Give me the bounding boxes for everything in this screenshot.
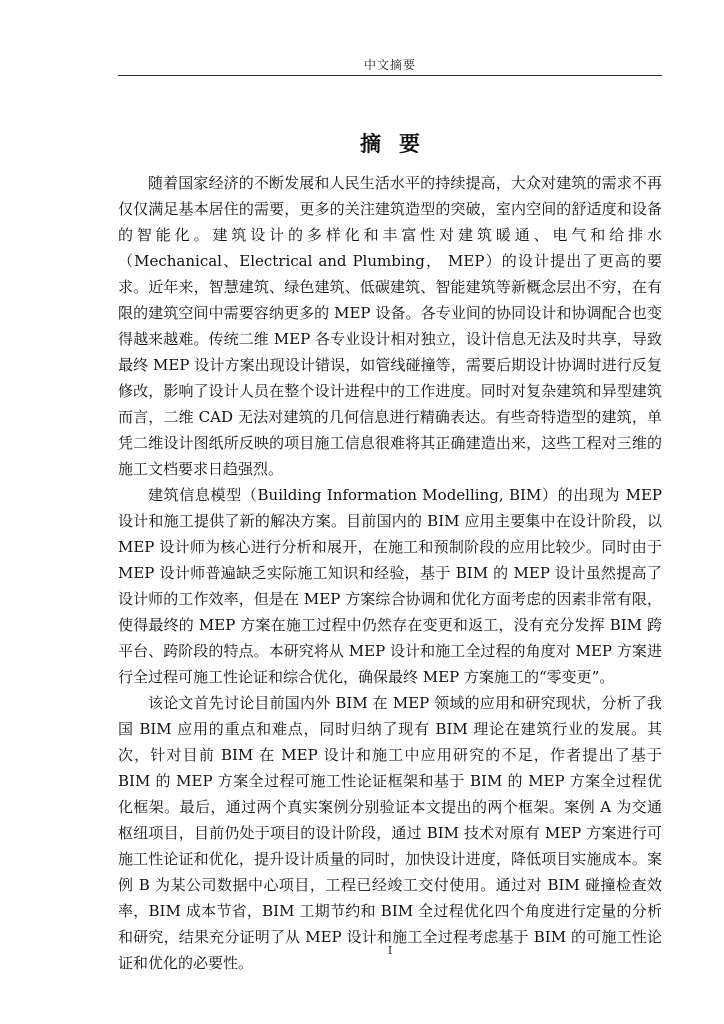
abstract-body [118,170,662,976]
running-header: 中文摘要 [363,58,416,72]
page-number: I [387,944,393,957]
abstract-paragraph-3: 该论文首先讨论目前国内外 BIM 在 MEP 领域的应用和研究现状，分析了我国 BIM 应用的重点和难点，同时归纳了现有 BIM 理论在建筑行业的发展。其次，针对目前 BIM 在 MEP 设计和施工中应用研究的不足，作者提出了基于 BIM 的 MEP 方案全过程可施工性论证框架和基于 BIM 的 MEP 方案全过程优化框架。最后，通过两个真实案例分别验证本文提出的两个框架。案例 A 为交通枢纽项目，目前仍处于项目的设计阶段，通过 BIM 技术对原有 MEP 方案进行可施工性论证和优化，提升设计质量的同时，加快设计进度，降低项目实施成本。案例 B 为某公司数据中心项目，工程已经竣工交付使用。通过对 BIM 碰撞检查效率，BIM 成本节省，BIM 工期节约和 BIM 全过程优化四个角度进行定量的分析和研究，结果充分证明了从 MEP 设计和施工全过程考虑基于 BIM 的可施工性论证和优化的必要性。 [118,694,662,972]
abstract-title: 摘要 [360,131,438,156]
header-rule [118,75,662,76]
abstract-paragraph-1: 随着国家经济的不断发展和人民生活水平的持续提高，大众对建筑的需求不再仅仅满足基本居住的需要，更多的关注建筑造型的突破，室内空间的舒适度和设备的智能化。建筑设计的多样化和丰富性对建筑暖通、电气和给排水（Mechanical、Electrical and Plumbing， MEP）的设计提出了更高的要求。近年来，智慧建筑、绿色建筑、低碳建筑、智能建筑等新概念层出不穷，在有限的建筑空间中需要容纳更多的 MEP 设备。各专业间的协同设计和协调配合也变得越来越难。传统二维 MEP 各专业设计相对独立，设计信息无法及时共享，导致最终 MEP 设计方案出现设计错误，如管线碰撞等，需要后期设计协调时进行反复修改，影响了设计人员在整个设计进程中的工作进度。同时对复杂建筑和异型建筑而言，二维 CAD 无法对建筑的几何信息进行精确表达。有些奇特造型的建筑，单凭二维设计图纸所反映的项目施工信息很难将其正确建造出来，这些工程对三维的施工文档要求日趋强烈。 [118,174,662,478]
abstract-paragraph-2: 建筑信息模型（Building Information Modelling, BIM）的出现为 MEP 设计和施工提供了新的解决方案。目前国内的 BIM 应用主要集中在设计阶段，以 MEP 设计师为核心进行分析和展开，在施工和预制阶段的应用比较少。同时由于 MEP 设计师普遍缺乏实际施工知识和经验，基于 BIM 的 MEP 设计虽然提高了设计师的工作效率，但是在 MEP 方案综合协调和优化方面考虑的因素非常有限，使得最终的 MEP 方案在施工过程中仍然存在变更和返工，没有充分发挥 BIM 跨平台、跨阶段的特点。本研究将从 MEP 设计和施工全过程的角度对 MEP 方案进行全过程可施工性论证和综合优化，确保最终 MEP 方案施工的“零变更”。 [118,486,662,686]
